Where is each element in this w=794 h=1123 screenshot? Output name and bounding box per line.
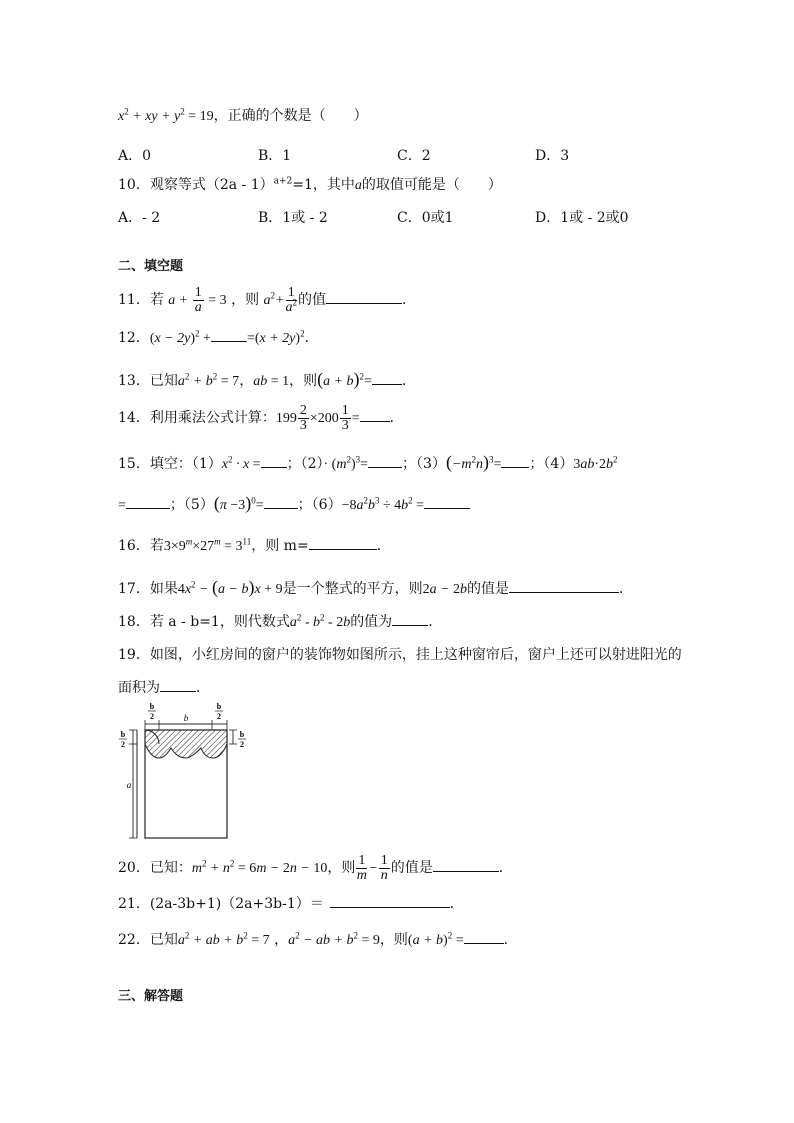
q17-line: 17．如果$4x^2 - (a - b)x + 9$是一个整式的平方，则2a − 2b的值是 ． [118,577,634,597]
q15-expr6: $-8a^2b^3 \div 4b^2$ = [341,495,425,513]
q13-expr3: $(a + b)^2=$ [317,369,372,389]
q16-num: 16．若 [118,538,164,554]
q10-option-a[interactable]: A．- 2 [118,210,161,226]
q15-p4: ；（4） [529,456,574,472]
q11-line: 11．若 a + $\frac{1}{a}$ = 3 ，则 $a^2+$ $\frac{1}{a^2}$ 的值 ． [118,285,416,316]
q16-line: 16．若$3\times 9^m\times 27^m = 3^{11}$，则 m= ． [118,536,391,554]
q15-num: 15．填空：（1） [118,456,222,472]
q9-equation-line [118,106,368,127]
q22-expr1: $a^2$ + ab + $b^2 = 7$ [177,930,270,948]
label-b-half-rside-den: 2 [240,740,244,749]
label-a: a [126,780,132,790]
q14-line: 14．利用乘法公式计算：199 $\frac{2}{3}$ ×200 $\frac{1}{3}$ = ． [118,403,404,434]
q10-text-b: =1，其中 [292,177,355,193]
q15-blank-6[interactable] [424,494,470,509]
q22-then: ，则 [379,932,408,948]
q9-option-c[interactable]: C．2 [397,148,431,164]
q12-expr: $(x - 2y)^2$ + [149,328,211,346]
q12-line: 12．$(x - 2y)^2 + =(x + 2y)^2$． [118,328,319,346]
q15-blank-3[interactable] [501,453,529,468]
q15-expr4: $3ab\cdot 2b^2$ [573,454,618,472]
q15-expr1: $x^2 \cdot x$ = [221,454,261,472]
q14-answer-blank[interactable] [360,407,390,422]
q15-line2 [118,493,470,516]
q16-then: ，则 m= [251,538,309,554]
q9-equation: $x^2$ + xy + $y^2 = 19$ [118,106,214,124]
q22-line: 22．已知$a^2$ + ab + $b^2 = 7$ ，$a^2$ − ab + $b^2 = 9$，则$(a + b)^2$ = ． [118,930,518,948]
q9-option-b[interactable]: B．1 [258,148,292,164]
q16-answer-blank[interactable] [309,535,377,550]
q9-suffix: ，正确的个数是（ ） [213,108,368,124]
q12-expr-right: $=(x + 2y)^2$ [246,328,305,346]
q20-expr: $m^2 + n^2 = 6m - 2n - 10$ [191,858,328,876]
q15-p2: ；（2） [286,456,324,472]
label-b-half-side-num: b [120,730,126,739]
q9-option-d[interactable]: D．3 [535,148,570,164]
q10-line [118,175,502,196]
q11-expr: a + $\frac{1}{a}$ = 3 [168,285,227,316]
q21-line: 21．(2a-3b+1)（2a+3b-1）＝ ． [118,893,464,914]
q11-num: 11．若 [118,292,164,308]
label-b-half-side-den: 2 [121,740,125,749]
q20-answer-blank[interactable] [433,857,499,872]
q13-answer-blank[interactable] [372,370,402,385]
q15-eq: = [118,498,126,513]
q10-text-c: 的取值可能是（ ） [361,177,502,193]
q13-then: ，则 [289,373,318,389]
q10-exponent: a+2 [273,176,293,187]
q15-blank-2[interactable] [368,453,402,468]
q15-p5: ；（5） [169,497,214,513]
q14-expr: 199 $\frac{2}{3}$ ×200 $\frac{1}{3}$ = [275,403,360,434]
q15-line1 [118,452,618,475]
q17-tail: 的值是 [467,581,510,597]
q21-answer-blank[interactable] [330,893,450,908]
q15-p6: ；（6） [297,497,342,513]
q15-blank-4[interactable] [126,494,170,509]
q13-sep: ， [239,373,254,389]
q9-option-a[interactable]: A．0 [118,148,152,164]
q21-text: 21．(2a-3b+1)（2a+3b-1）＝ [118,896,324,912]
q15-expr3: $(-m^2n)^3=$ [445,452,502,472]
label-b-half-rside-num: b [239,730,245,739]
q18-tail: 的值为 [350,614,393,630]
q14-num: 14．利用乘法公式计算： [118,410,276,426]
q20-then: ，则 [327,860,356,876]
q20-line: 20．已知：$m^2 + n^2 = 6m - 2n - 10$，则 $\frac{1}{m}$ − $\frac{1}{n}$ 的值是 ． [118,853,513,884]
q16-expr: $3\times 9^m\times 27^m = 3^{11}$ [163,536,252,554]
q13-line: 13．已知$a^2 + b^2 = 7$，ab = 1，则$(a + b)^2=$ ． [118,369,416,389]
label-b-half-right-den: 2 [217,712,221,721]
q12-answer-blank[interactable] [211,327,247,342]
q18-line: 18．若 a - b=1，则代数式$a^2 - b^2 - 2b$的值为 ． [118,612,443,630]
q10-option-c[interactable]: C．0或1 [397,210,454,226]
q15-p3: ；（3） [402,456,446,472]
q20-expr2: $\frac{1}{m}$ − $\frac{1}{n}$ [356,853,388,884]
q17-expr2: 2a − 2b [422,582,468,597]
q22-answer-blank[interactable] [464,929,504,944]
q15-expr5: $(\pi -3)^0=$ [213,493,264,513]
q15-blank-1[interactable] [261,453,287,468]
q13-expr2: ab = 1 [253,374,290,389]
q17-answer-blank[interactable] [509,578,619,593]
q17-num: 17．如果 [118,581,178,597]
q17-mid: 是一个整式的平方，则 [282,581,423,597]
q13-num: 13．已知 [118,373,178,389]
q22-num: 22．已知 [118,932,178,948]
q18-expr: $a^2 - b^2 - 2b$ [289,612,351,630]
label-b-half-left-num: b [149,702,155,711]
q22-expr3: $(a + b)^2$ = [407,930,464,948]
label-b-half-left-den: 2 [150,712,154,721]
section-fill-in-heading: 二、填空题 [118,259,184,274]
q19-line1: 19．如图，小红房间的窗户的装饰物如图所示，挂上这种窗帘后，窗户上还可以射进阳光的 [118,647,682,663]
q15-blank-5[interactable] [264,494,298,509]
q13-expr1: $a^2 + b^2 = 7$ [177,371,240,389]
q10-variable: a [354,178,362,193]
q11-expr2: $a^2+$ $\frac{1}{a^2}$ [263,285,297,316]
q12-num: 12． [118,330,150,346]
q10-text-a: 10．观察等式（2a - 1） [118,177,274,193]
q19-line2: 面积为 ． [118,677,210,698]
label-b-half-right-num: b [216,702,222,711]
q18-answer-blank[interactable] [392,611,428,626]
section-solve-heading: 三、解答题 [118,989,184,1004]
q19-answer-blank[interactable] [160,677,196,692]
q10-option-b[interactable]: B．1或 - 2 [258,210,328,226]
q11-tail: 的值 [298,292,326,308]
q18-num: 18．若 a - b=1，则代数式 [118,614,290,630]
q19-text2: 面积为 [118,680,160,696]
window-curtain-figure [115,700,255,842]
curtain-hatch [145,730,227,758]
label-b-top: b [183,713,189,723]
q17-expr: $4x^2 - (a - b)x + 9$ [177,577,283,597]
q15-expr2: · $(m^2)^3=$ [323,454,369,472]
q11-answer-blank[interactable] [326,289,402,304]
q20-num: 20．已知： [118,860,192,876]
q10-option-d[interactable]: D．1或 - 2或0 [535,210,629,226]
q22-expr2: $a^2$ − ab + $b^2 = 9$ [288,930,380,948]
q20-tail: 的值是 [390,860,433,876]
